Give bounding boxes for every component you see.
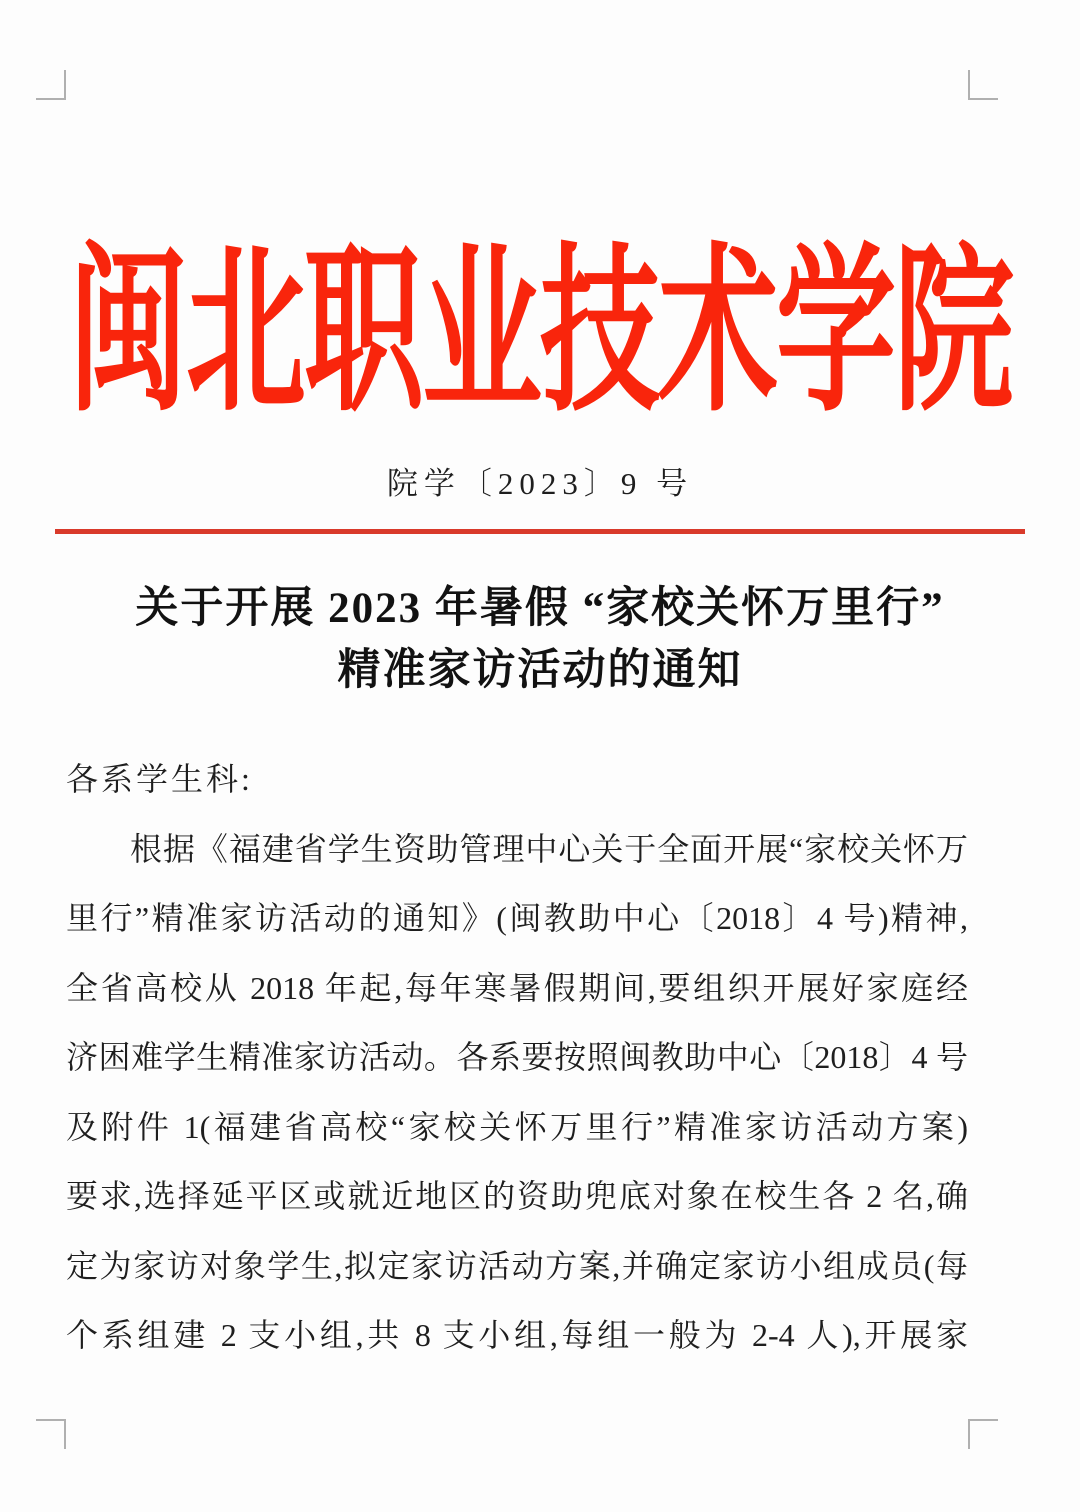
crop-mark-bottom-left [36, 1419, 66, 1449]
body-line: 里行”精准家访活动的通知》(闽教助中心〔2018〕4 号)精神, [66, 900, 968, 936]
body-line: 根据《福建省学生资助管理中心关于全面开展“家校关怀万 [130, 830, 968, 867]
body-line: 济困难学生精准家访活动。各系要按照闽教助中心〔2018〕4 号 [66, 1039, 968, 1075]
body-line: 个系组建 2 支小组,共 8 支小组,每组一般为 2-4 人),开展家 [66, 1317, 968, 1353]
body-line: 定为家访对象学生,拟定家访活动方案,并确定家访小组成员(每 [66, 1247, 968, 1284]
notice-title-line-1: 关于开展 2023 年暑假 “家校关怀万里行” [135, 585, 945, 632]
salutation-line: 各系学生科: [66, 761, 253, 797]
red-divider-line [55, 529, 1025, 534]
notice-title-line-2: 精准家访活动的通知 [337, 647, 743, 694]
crop-mark-bottom-right [968, 1419, 998, 1449]
body-line: 全省高校从 2018 年起,每年寒暑假期间,要组织开展好家庭经 [66, 969, 968, 1006]
crop-mark-top-left [36, 70, 66, 100]
notice-body [66, 745, 968, 1371]
body-line: 及附件 1(福建省高校“家校关怀万里行”精准家访活动方案) [66, 1108, 968, 1145]
body-line: 要求,选择延平区或就近地区的资助兜底对象在校生各 2 名,确 [66, 1178, 968, 1214]
notice-title [0, 578, 1080, 702]
document-number: 院学〔2023〕9 号 [386, 466, 694, 501]
institution-banner: 闽北职业技术学院 [68, 231, 1012, 433]
crop-mark-top-right [968, 70, 998, 100]
